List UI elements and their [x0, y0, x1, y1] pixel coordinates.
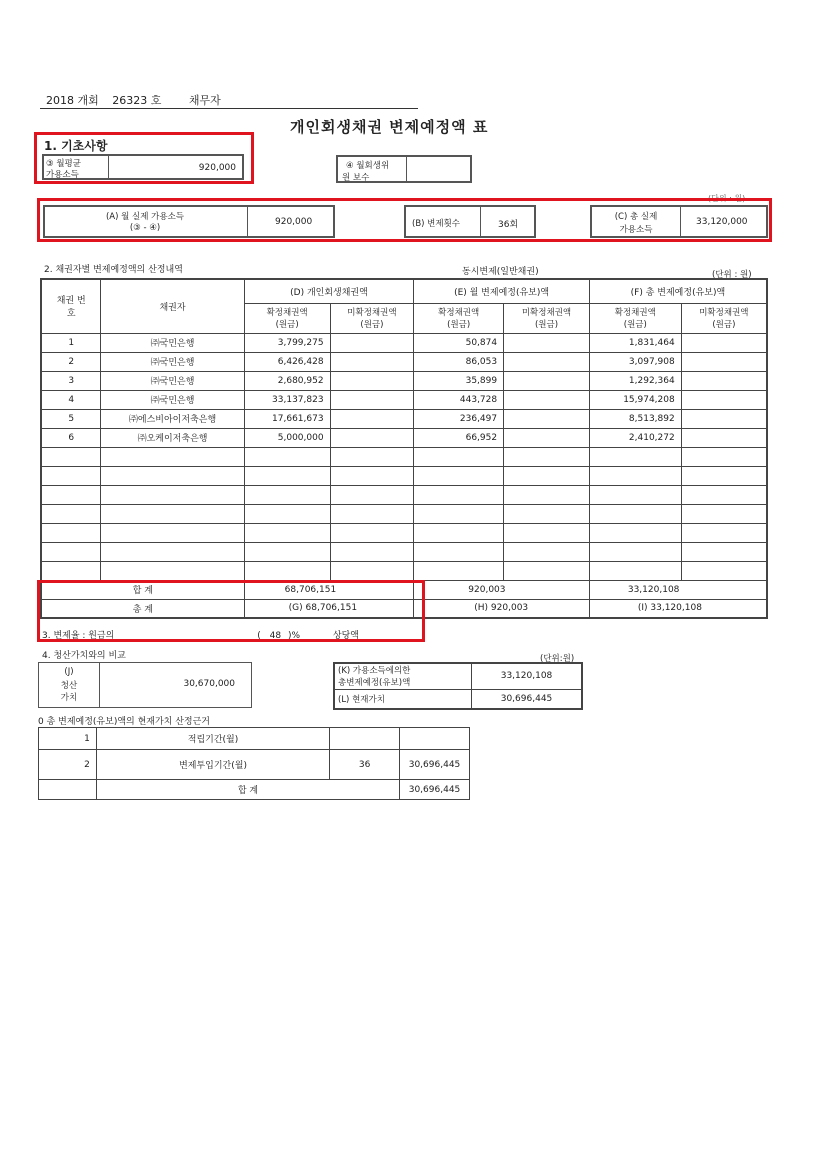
summary-a-label-1: (A) 월 실제 가용소득: [105, 212, 185, 222]
sum-d: 68,706,151: [244, 580, 414, 599]
income-label-2: 가용소득: [46, 170, 79, 180]
page-title: 개인회생채권 변제예정액 표: [290, 118, 489, 136]
cell-f2: [681, 390, 767, 409]
cell-creditor: [101, 523, 244, 542]
cell-f2: [681, 371, 767, 390]
cell-e1: [414, 485, 504, 504]
summary-c-label-2: 가용소득: [619, 225, 653, 235]
cell-f1: [589, 447, 681, 466]
cell-d2: [330, 466, 414, 485]
cell-f1: 2,410,272: [589, 428, 681, 447]
rate-suffix: 상당액: [332, 631, 360, 641]
cell-d1: 17,661,673: [244, 409, 330, 428]
summary-c-label-1: (C) 총 실제: [614, 212, 658, 222]
cell-d1: [244, 542, 330, 561]
present-value-table: [38, 727, 470, 800]
cell-f1: [589, 523, 681, 542]
cell-e2: [504, 352, 590, 371]
cell-f1: 15,974,208: [589, 390, 681, 409]
cell-f2: [681, 504, 767, 523]
cell-e1: [414, 504, 504, 523]
summary-c-value: 33,120,000: [696, 217, 748, 227]
rate-value: 48: [269, 631, 282, 641]
cell-no: 5: [41, 409, 101, 428]
total-label: 총 계: [41, 599, 244, 618]
cell-d1: [244, 447, 330, 466]
income-label-1: ③ 월평균: [46, 159, 81, 169]
cell-d2: [330, 333, 414, 352]
case-number: 26323 호: [112, 94, 162, 107]
table-row: [41, 466, 767, 485]
k-label: (K) 가용소득에의한 총변제예정(유보)액: [334, 663, 472, 689]
cell-e2: [504, 542, 590, 561]
cell-e2: [504, 333, 590, 352]
cell-d2: [330, 352, 414, 371]
comparison-table: [333, 662, 583, 710]
cell-e2: [504, 447, 590, 466]
section4-heading: 4. 청산가치와의 비교: [42, 651, 126, 661]
subheader-f-unconfirmed: 미확정채권액 (원금): [681, 303, 767, 333]
table-row: [41, 352, 767, 371]
cell-d2: [330, 371, 414, 390]
pv-cell-label: 적립기간(월): [96, 728, 329, 750]
section2-heading: 2. 채권자별 변제예정액의 산정내역: [44, 265, 183, 275]
cell-f1: 8,513,892: [589, 409, 681, 428]
cell-no: [41, 504, 101, 523]
cell-f2: [681, 561, 767, 580]
cell-creditor: ㈜국민은행: [101, 390, 244, 409]
pv-cell-months: [330, 728, 400, 750]
pv-sum-value: 30,696,445: [400, 780, 470, 800]
table-row: [41, 485, 767, 504]
cell-no: [41, 485, 101, 504]
cell-d2: [330, 523, 414, 542]
table-row: [41, 371, 767, 390]
subheader-e-confirmed: 확정채권액 (원금): [414, 303, 504, 333]
total-i: (I) 33,120,108: [589, 599, 767, 618]
subheader-d-confirmed: 확정채권액 (원금): [244, 303, 330, 333]
cell-d1: 33,137,823: [244, 390, 330, 409]
pv-cell-no: 1: [39, 728, 97, 750]
pv-sum-blank: [39, 780, 97, 800]
cell-d1: 5,000,000: [244, 428, 330, 447]
cell-creditor: [101, 485, 244, 504]
cell-e2: [504, 504, 590, 523]
cell-f2: [681, 523, 767, 542]
j-divider: [99, 663, 100, 707]
l-value: 30,696,445: [472, 689, 583, 709]
cell-f1: [589, 485, 681, 504]
cell-d1: [244, 561, 330, 580]
case-role: 채무자: [188, 94, 221, 107]
cell-d1: 2,680,952: [244, 371, 330, 390]
liquidation-box: [38, 662, 252, 708]
cell-f2: [681, 428, 767, 447]
section1-heading: 1. 기초사항: [44, 139, 108, 153]
cell-e1: 66,952: [414, 428, 504, 447]
cell-no: [41, 447, 101, 466]
cell-no: [41, 466, 101, 485]
pv-sum-row: [39, 780, 470, 800]
case-year: 2018 개회: [46, 94, 99, 107]
cell-creditor: ㈜국민은행: [101, 371, 244, 390]
summary-a-value: 920,000: [275, 217, 313, 227]
cell-e2: [504, 485, 590, 504]
cell-e2: [504, 561, 590, 580]
cell-e1: 443,728: [414, 390, 504, 409]
k-value: 33,120,108: [472, 663, 583, 689]
summary-b-value: 36회: [498, 220, 519, 230]
cell-creditor: ㈜국민은행: [101, 352, 244, 371]
table-row: [39, 750, 470, 780]
present-value-rows: [39, 728, 470, 780]
trustee-label-2: 원 보수: [342, 173, 370, 183]
cell-no: 2: [41, 352, 101, 371]
cell-no: [41, 542, 101, 561]
j-label-1: (J): [64, 667, 74, 677]
section2-method: 동시변제(일반채권): [462, 267, 539, 277]
case-header: [46, 92, 221, 108]
summary-a-label-2: (③ - ④): [129, 223, 161, 233]
cell-e1: [414, 542, 504, 561]
table-row: [41, 333, 767, 352]
subheader-e-unconfirmed: 미확정채권액 (원금): [504, 303, 590, 333]
cell-d2: [330, 409, 414, 428]
cell-d2: [330, 390, 414, 409]
subheader-f-confirmed: 확정채권액 (원금): [589, 303, 681, 333]
table-row: [41, 428, 767, 447]
pv-cell-no: 2: [39, 750, 97, 780]
income-value: 920,000: [198, 163, 236, 173]
cell-d1: [244, 523, 330, 542]
section5-heading: 0 총 변제예정(유보)액의 현재가치 산정근거: [38, 717, 210, 727]
table-row: [41, 561, 767, 580]
col-header-d: (D) 개인회생채권액: [244, 279, 414, 303]
cell-f2: [681, 409, 767, 428]
cell-no: [41, 523, 101, 542]
cell-e2: [504, 371, 590, 390]
section2-unit: (단위 : 원): [712, 270, 752, 280]
pv-cell-label: 변제투입기간(월): [96, 750, 329, 780]
creditor-table: [40, 278, 768, 619]
cell-d1: 3,799,275: [244, 333, 330, 352]
summary-b-label: (B) 변제횟수: [412, 219, 461, 229]
cell-f2: [681, 542, 767, 561]
cell-e1: [414, 523, 504, 542]
cell-creditor: [101, 447, 244, 466]
cell-d2: [330, 561, 414, 580]
cell-e1: 50,874: [414, 333, 504, 352]
cell-creditor: ㈜국민은행: [101, 333, 244, 352]
cell-creditor: [101, 466, 244, 485]
cell-d1: [244, 485, 330, 504]
cell-d1: [244, 504, 330, 523]
cell-no: 6: [41, 428, 101, 447]
sum-e: 920,003: [414, 580, 590, 599]
sum-f: 33,120,108: [589, 580, 767, 599]
cell-creditor: ㈜에스비아이저축은행: [101, 409, 244, 428]
col-header-creditor: 채권자: [101, 279, 244, 333]
trustee-box: [336, 155, 472, 183]
cell-e1: 86,053: [414, 352, 504, 371]
cell-f1: [589, 542, 681, 561]
col-header-no: 채권 번호: [41, 279, 101, 333]
cell-e1: [414, 466, 504, 485]
cell-e2: [504, 523, 590, 542]
sum-label: 합 계: [41, 580, 244, 599]
table-row: [41, 542, 767, 561]
table-row: [41, 523, 767, 542]
cell-creditor: ㈜오케이저축은행: [101, 428, 244, 447]
cell-no: 4: [41, 390, 101, 409]
total-g: (G) 68,706,151: [244, 599, 414, 618]
cell-f2: [681, 466, 767, 485]
cell-e2: [504, 390, 590, 409]
j-label-2: 청산: [60, 681, 78, 691]
cell-e2: [504, 409, 590, 428]
highlight-basic: [34, 132, 254, 184]
cell-f1: 3,097,908: [589, 352, 681, 371]
rate-close: )%: [287, 631, 301, 641]
l-label: (L) 현재가치: [334, 689, 472, 709]
cell-e1: [414, 561, 504, 580]
j-label-3: 가치: [60, 693, 78, 703]
rate-label: 3. 변제율 : 원금의: [42, 631, 115, 641]
trustee-divider: [406, 157, 407, 181]
cell-d2: [330, 447, 414, 466]
cell-no: 3: [41, 371, 101, 390]
cell-e2: [504, 466, 590, 485]
cell-f2: [681, 447, 767, 466]
table-row: [41, 409, 767, 428]
table-row: [39, 728, 470, 750]
cell-d1: [244, 466, 330, 485]
table-row: [41, 390, 767, 409]
section4-unit: (단위:원): [540, 654, 575, 664]
rate-open: (: [257, 631, 261, 641]
cell-f2: [681, 352, 767, 371]
cell-f1: 1,292,364: [589, 371, 681, 390]
highlight-summary: [37, 198, 772, 242]
subheader-d-unconfirmed: 미확정채권액 (원금): [330, 303, 414, 333]
cell-f1: [589, 466, 681, 485]
j-value: 30,670,000: [183, 679, 235, 689]
cell-e1: 35,899: [414, 371, 504, 390]
cell-d2: [330, 428, 414, 447]
pv-sum-label: 합 계: [96, 780, 399, 800]
cell-no: [41, 561, 101, 580]
cell-d1: 6,426,428: [244, 352, 330, 371]
cell-d2: [330, 504, 414, 523]
col-header-e: (E) 월 변제예정(유보)액: [414, 279, 590, 303]
trustee-label-1: ④ 월회생위: [346, 161, 390, 171]
cell-f2: [681, 333, 767, 352]
cell-e1: [414, 447, 504, 466]
table-row: [41, 447, 767, 466]
creditor-rows: [41, 333, 767, 580]
pv-cell-value: 30,696,445: [400, 750, 470, 780]
total-h: (H) 920,003: [414, 599, 590, 618]
cell-f1: 1,831,464: [589, 333, 681, 352]
cell-e1: 236,497: [414, 409, 504, 428]
cell-e2: [504, 428, 590, 447]
pv-cell-months: 36: [330, 750, 400, 780]
cell-d2: [330, 485, 414, 504]
cell-creditor: [101, 561, 244, 580]
cell-f2: [681, 485, 767, 504]
unit-note-top: (단위 : 원): [708, 194, 746, 203]
cell-creditor: [101, 542, 244, 561]
table-row: [41, 504, 767, 523]
header-rule: [40, 108, 418, 109]
pv-cell-value: [400, 728, 470, 750]
cell-creditor: [101, 504, 244, 523]
cell-f1: [589, 504, 681, 523]
cell-d2: [330, 542, 414, 561]
cell-f1: [589, 561, 681, 580]
col-header-f: (F) 총 변제예정(유보)액: [589, 279, 767, 303]
cell-no: 1: [41, 333, 101, 352]
highlight-totals: [37, 580, 425, 642]
